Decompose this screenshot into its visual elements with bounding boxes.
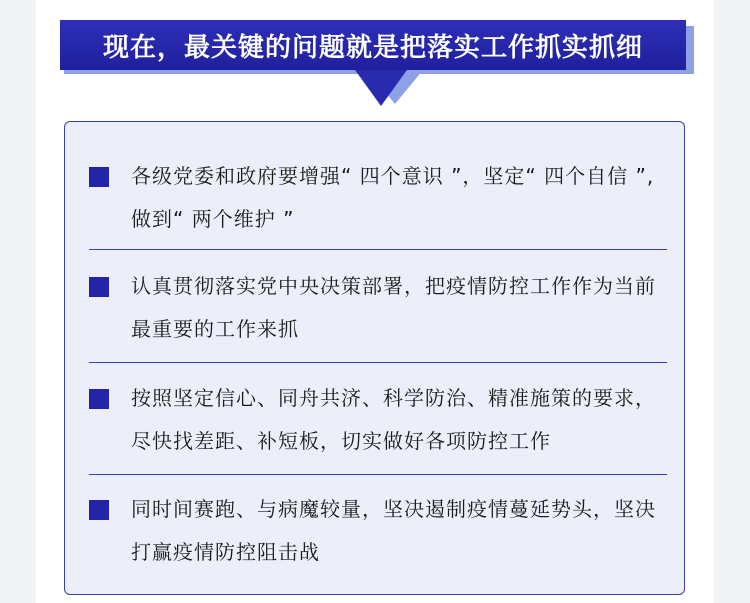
list-item-text: 同时间赛跑、与病魔较量，坚决遏制疫情蔓延势头，坚决打赢疫情防控阻击战 xyxy=(131,497,656,564)
square-bullet-icon xyxy=(89,167,109,187)
square-bullet-icon xyxy=(89,389,109,409)
list-item-text: 按照坚定信心、同舟共济、科学防治、精准施策的要求，尽快找差距、补短板，切实做好各项防控工作 xyxy=(131,386,656,453)
square-bullet-icon xyxy=(89,500,109,520)
key-points-panel xyxy=(64,121,685,595)
title-banner xyxy=(60,20,686,70)
down-arrow-icon xyxy=(347,70,427,112)
divider xyxy=(89,249,667,250)
list-item-text: 各级党委和政府要增强“ 四个意识 ”，坚定“ 四个自信 ”,做到“ 两个维护 ” xyxy=(131,164,655,231)
square-bullet-icon xyxy=(89,277,109,297)
banner-title: 现在，最关键的问题就是把落实工作抓实抓细 xyxy=(102,32,643,63)
list-item-text: 认真贯彻落实党中央决策部署，把疫情防控工作作为当前最重要的工作来抓 xyxy=(131,274,656,341)
divider xyxy=(89,362,667,363)
divider xyxy=(89,474,667,475)
